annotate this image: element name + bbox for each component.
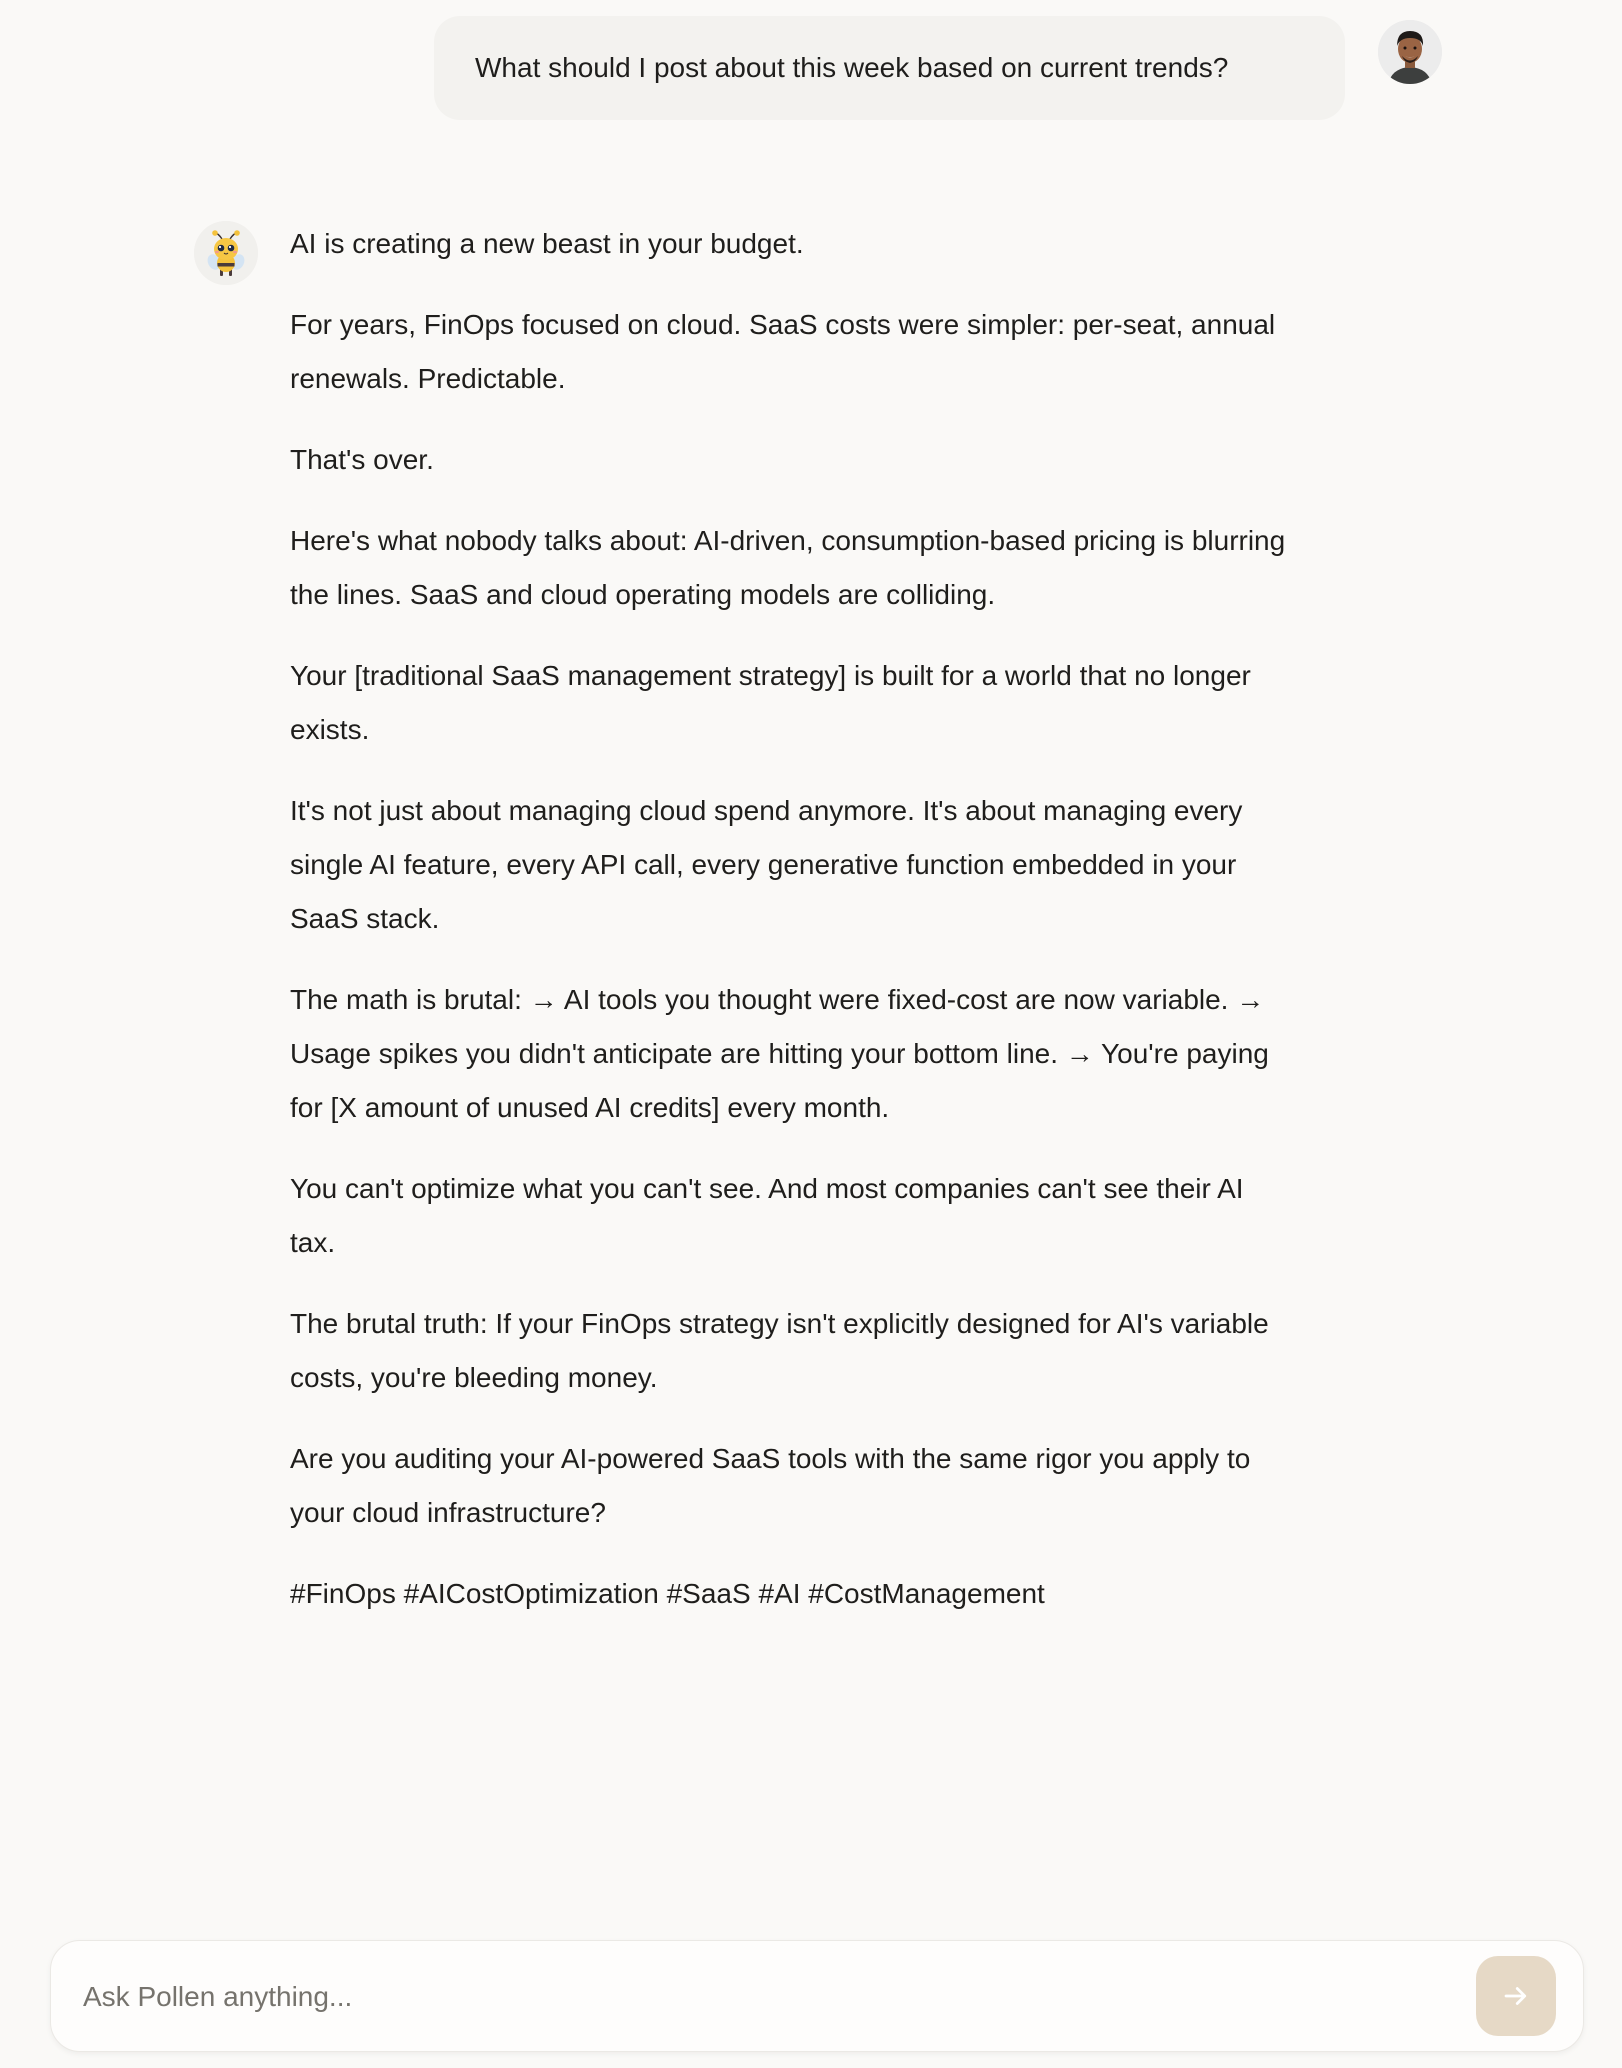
user-avatar [1378, 20, 1442, 84]
assistant-paragraph: For years, FinOps focused on cloud. SaaS costs were simpler: per-seat, annual renewals. Predictable. [290, 309, 1276, 394]
assistant-paragraph: The math is brutal: → AI tools you thought were fixed-cost are now variable. → Usage spikes you didn't anticipate are hitting your bottom line. → You're paying for [X amount of unused AI credits] every month. [290, 984, 1269, 1123]
assistant-paragraph: Here's what nobody talks about: AI-driven, consumption-based pricing is blurring the lines. SaaS and cloud operating models are colliding. [290, 525, 1286, 610]
message-input[interactable] [81, 1941, 1465, 2053]
assistant-paragraph: You can't optimize what you can't see. And most companies can't see their AI tax. [290, 1173, 1244, 1258]
assistant-paragraph: That's over. [290, 444, 434, 475]
user-message-bubble [434, 16, 1345, 120]
bee-mascot-icon [194, 221, 258, 285]
user-message-row [434, 16, 1446, 120]
message-composer [50, 1940, 1584, 2052]
user-photo-icon [1378, 20, 1442, 84]
assistant-paragraph: Are you auditing your AI-powered SaaS tools with the same rigor you apply to your cloud infrastructure? [290, 1443, 1251, 1528]
send-button[interactable] [1476, 1956, 1556, 2036]
assistant-paragraph: The brutal truth: If your FinOps strategy isn't explicitly designed for AI's variable costs, you're bleeding money. [290, 1308, 1269, 1393]
arrow-right-icon [1501, 1981, 1531, 2011]
assistant-message [290, 217, 1290, 1648]
assistant-paragraph: AI is creating a new beast in your budget. [290, 228, 804, 259]
assistant-paragraph: It's not just about managing cloud spend anymore. It's about managing every single AI feature, every API call, every generative function embedded in your SaaS stack. [290, 795, 1243, 934]
user-message-text: What should I post about this week based on current trends? [475, 52, 1229, 83]
hashtags: #FinOps #AICostOptimization #SaaS #AI #CostManagement [290, 1578, 1045, 1609]
assistant-paragraph: Your [traditional SaaS management strategy] is built for a world that no longer exists. [290, 660, 1251, 745]
assistant-avatar [194, 221, 258, 285]
